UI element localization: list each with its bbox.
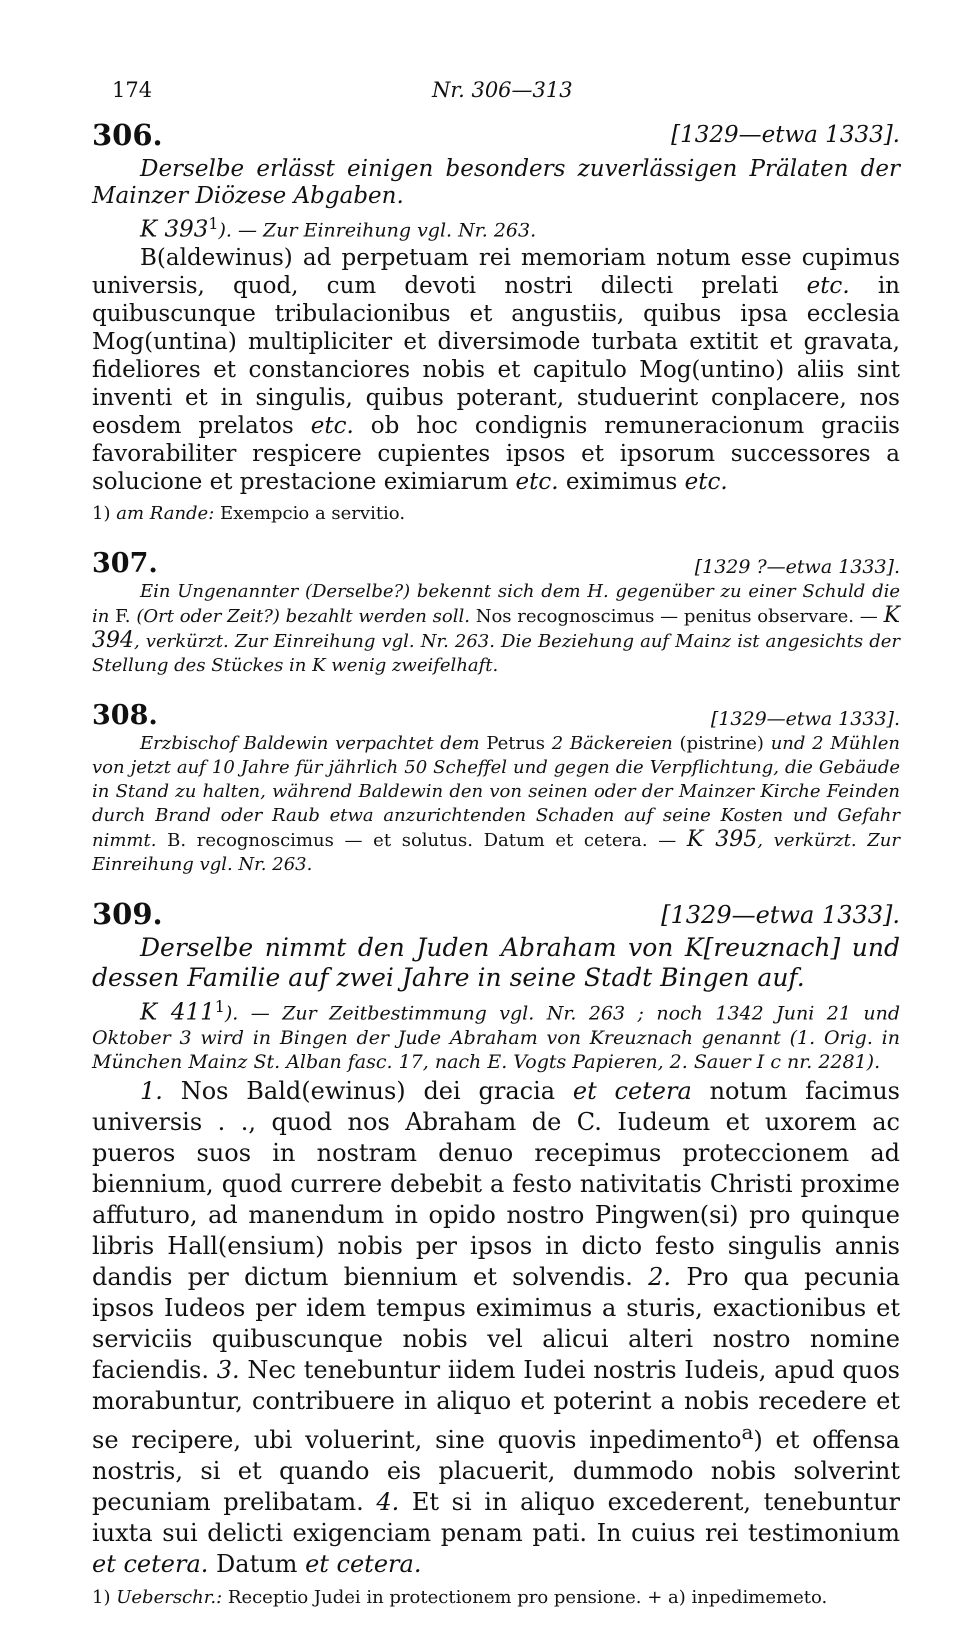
- tradition-siglum: K 393: [140, 216, 209, 243]
- tradition-note: ). — Zur Zeitbestimmung vgl. Nr. 263 ; noch 1342 Juni 21 und Oktober 3 wird in Bingen der Jude Abraham von Kreuznach genannt (1. Orig. in München Mainz St. Alban fasc. 17, nach E. Vogts Papieren, 2. Sauer I c nr. 2281).: [92, 1002, 900, 1073]
- text-run: Nec tenebuntur iidem Iudei nostris Iudeis, apud quos morabuntur, contribuere in aliquo et poterint a nobis recedere et se recipere, ubi voluerint, sine quovis inpedimento: [92, 1355, 900, 1454]
- text-run: Pro qua pecunia ipsos Iudeos per idem tempus eximimus a sturis, exactionibus et serviciis quibuscunque nobis vel alicui alteri nostro nomine faciendis.: [92, 1262, 900, 1384]
- text-run: ob hoc condignis remuneracionum graciis favorabiliter respicere cupientes ipsos et ipsorum successores a solucione et prestacione eximiarum: [92, 413, 900, 496]
- doc-heading: [92, 116, 900, 156]
- doc-number: 309.: [92, 897, 163, 932]
- text-run: 2.: [648, 1262, 672, 1291]
- text-run: et cetera: [572, 1076, 692, 1105]
- text-run: in quibuscunque tribulacionibus et angustiis, quibus ipsa ecclesia Mog(untina) multipliciter et diversimode turbata extitit et gravata, fideliores et constanciores nobis et capitulo Mog(untino) aliis sint inventi et in singulis, quibus poterant, studuerint conplacere, nos eosdem prelatos: [92, 273, 900, 440]
- text-run: eximimus: [558, 469, 685, 496]
- text-run: Nos recognoscimus — penitus observare. —: [475, 606, 884, 628]
- doc-summary: Derselbe nimmt den Juden Abraham von K[reuznach] und dessen Familie auf zwei Jahre in seine Stadt Bingen auf.: [92, 933, 900, 993]
- doc-number: 306.: [92, 118, 163, 152]
- text-run: F.: [115, 606, 131, 628]
- text-run: (pistrine): [679, 733, 764, 755]
- doc-regest: [92, 732, 900, 877]
- footnote-label: Ueberschr.:: [116, 1586, 223, 1608]
- footnote-mark: 1): [92, 1586, 111, 1608]
- running-title: Nr. 306—313: [432, 78, 573, 102]
- doc-date: [1329—etwa 1333].: [671, 122, 900, 148]
- text-run: 3.: [216, 1355, 240, 1384]
- footnote-ref: 1: [214, 997, 225, 1017]
- text-run: (Ort oder Zeit?) bezahlt werden soll.: [130, 606, 476, 628]
- tradition-note: ). — Zur Einreihung vgl. Nr. 263.: [218, 219, 537, 242]
- text-run: 2 Bäckereien: [544, 733, 680, 755]
- document-309: [92, 895, 900, 1609]
- document-306: [92, 116, 900, 526]
- footnote-text: Exempcio a servitio.: [220, 503, 406, 525]
- doc-footnote: [92, 1586, 900, 1610]
- footnote-ref: 1: [208, 214, 219, 233]
- doc-number: 307.: [92, 548, 158, 580]
- text-run: et cetera.: [305, 1549, 422, 1578]
- doc-heading: [92, 895, 900, 933]
- doc-date: [1329 ?—etwa 1333].: [694, 556, 900, 579]
- text-run: B(aldewinus) ad perpetuam rei memoriam notum esse cupimus universis, quod, cum devoti nostri dilecti prelati: [92, 245, 900, 300]
- text-run: et cetera.: [92, 1549, 209, 1578]
- running-head: [92, 72, 900, 112]
- footnote-text: Receptio Judei in protectionem pro pensione. + a) inpedimemeto.: [227, 1586, 828, 1608]
- document-307: [92, 546, 900, 678]
- doc-tradition: [92, 995, 900, 1073]
- text-run: etc.: [806, 273, 850, 300]
- doc-number: 308.: [92, 700, 158, 732]
- text-run: , verkürzt. Zur Einreihung vgl. Nr. 263. Die Beziehung auf Mainz ist angesichts der Stellung des Stückes in K wenig zweifelhaft.: [92, 631, 900, 677]
- text-run: Et si in aliquo excederent, tenebuntur iuxta sui delicti exigenciam penam pati. In cuius rei testimonium: [92, 1487, 900, 1547]
- doc-heading: [92, 698, 900, 730]
- footnote-label: am Rande:: [116, 503, 215, 525]
- text-run: B. recognoscimus — et solutus. Datum et cetera. —: [167, 830, 687, 852]
- tradition-siglum: K 411: [140, 999, 215, 1026]
- doc-tradition: [92, 212, 900, 242]
- text-run: notum facimus universis . ., quod nos Abraham de C. Iudeum et uxorem ac pueros suos in nostram denuo recepimus proteccionem ad biennium, quod currere debebit a festo nativitatis Christi proxime affuturo, ad manendum in opido nostro Pingwen(si) pro quinque libris Hall(ensium) nobis per ipsos in dicto festo singulis annis dandis per dictum biennium et solvendis.: [92, 1076, 900, 1291]
- text-run: etc.: [515, 469, 559, 496]
- doc-text: [92, 1076, 900, 1580]
- doc-date: [1329—etwa 1333].: [661, 901, 900, 930]
- text-run: K 394: [92, 603, 900, 654]
- text-run: etc.: [310, 413, 354, 440]
- doc-summary: Derselbe erlässt einigen besonders zuverlässigen Prälaten der Mainzer Diözese Abgaben.: [92, 156, 900, 209]
- footnote-mark: 1): [92, 503, 111, 525]
- doc-footnote: [92, 502, 900, 526]
- doc-date: [1329—etwa 1333].: [710, 708, 900, 731]
- text-run: 1.: [140, 1076, 163, 1105]
- text-run: K 395: [686, 827, 758, 853]
- text-run: etc.: [684, 469, 728, 496]
- doc-regest: [92, 580, 900, 678]
- text-run: ) et offensa nostris, si et quando eis placuerit, dummodo nobis solverint pecuniam prelibatam.: [92, 1425, 900, 1516]
- text-run: Nos Bald(ewinus) dei gracia: [162, 1076, 573, 1105]
- text-run: 4.: [376, 1487, 400, 1516]
- text-run: , verkürzt. Zur Einreihung vgl. Nr. 263.: [92, 830, 900, 876]
- doc-text: [92, 244, 900, 496]
- text-run: Ein Ungenannter (Derselbe?) bekennt sich dem H. gegenüber zu einer Schuld die in: [92, 581, 900, 628]
- page-number: 174: [112, 78, 153, 102]
- text-run: a: [741, 1419, 754, 1444]
- document-308: [92, 698, 900, 877]
- doc-heading: [92, 546, 900, 578]
- text-run: Petrus: [486, 733, 545, 755]
- text-run: Erzbischof Baldewin verpachtet dem: [140, 733, 487, 755]
- text-run: und 2 Mühlen von jetzt auf 10 Jahre für jährlich 50 Scheffel und gegen die Verpflichtung, die Gebäude in Stand zu halten, während Baldewin den von seinen oder der Mainzer Kirche Feinden durch Brand oder Raub etwa anzurichtenden Schaden auf seine Kosten und Gefahr nimmt.: [92, 733, 900, 852]
- text-run: Datum: [208, 1549, 306, 1578]
